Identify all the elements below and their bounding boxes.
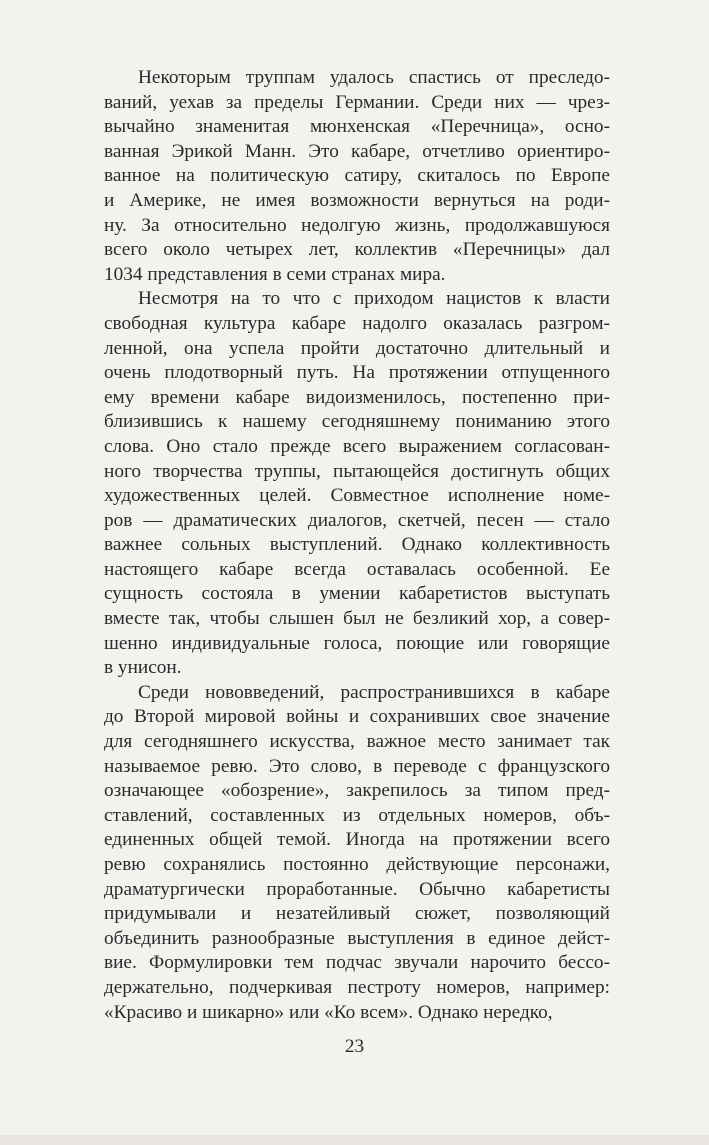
- paragraph: [104, 287, 610, 681]
- text-line: сущность состояла в умении кабаретистов выступать: [104, 583, 610, 605]
- text-line: означающее «обозрение», закрепилось за типом пред-: [104, 780, 610, 802]
- text-line: ленной, она успела пройти достаточно длительный и: [104, 337, 610, 359]
- text-line: ну. За относительно недолгую жизнь, продолжавшуюся: [104, 214, 610, 236]
- text-line: единенных общей темой. Иногда на протяжении всего: [104, 829, 610, 851]
- text-line: ванное на политическую сатиру, скиталось по Европе: [104, 165, 610, 187]
- text-line: настоящего кабаре всегда оставалась особенной. Ее: [104, 558, 610, 580]
- text-line: слова. Оно стало прежде всего выражением согласован-: [104, 435, 610, 457]
- page-edge: [0, 1135, 709, 1145]
- page-number: 23: [344, 1036, 365, 1057]
- text-line: вие. Формулировки тем подчас звучали нарочито бессо-: [104, 952, 610, 974]
- paragraph: [104, 681, 610, 1025]
- text-line: Некоторым труппам удалось спастись от преследо-: [138, 67, 610, 88]
- text-line: и Америке, не имея возможности вернуться на роди-: [104, 189, 610, 211]
- text-line: всего около четырех лет, коллектив «Перечницы» дал: [104, 239, 610, 261]
- text-line: называемое ревю. Это слово, в переводе с французского: [104, 755, 610, 777]
- text-line: вычайно знаменитая мюнхенская «Перечница», осно-: [104, 116, 610, 138]
- text-line: придумывали и незатейливый сюжет, позволяющий: [104, 903, 610, 925]
- text-line: ванная Эрикой Манн. Это кабаре, отчетливо ориентиро-: [104, 140, 610, 162]
- text-line: очень плодотворный путь. На протяжении отпущенного: [104, 362, 610, 384]
- text-line: Несмотря на то что с приходом нацистов к власти: [138, 288, 610, 310]
- text-line: художественных целей. Совместное исполнение номе-: [104, 485, 610, 507]
- text-line: до Второй мировой войны и сохранивших свое значение: [104, 706, 610, 728]
- text-line: объединить разнообразные выступления в единое дейст-: [104, 927, 610, 949]
- text-line: ставлений, составленных из отдельных номеров, объ-: [104, 804, 610, 826]
- text-line: ного творчества труппы, пытающейся достигнуть общих: [104, 460, 610, 482]
- text-line: ревю сохранялись постоянно действующие персонажи,: [104, 854, 610, 875]
- text-line: важнее сольных выступлений. Однако коллективность: [104, 534, 610, 556]
- text-line: шенно индивидуальные голоса, поющие или говорящие: [104, 632, 610, 654]
- text-line: ров — драматических диалогов, скетчей, песен — стало: [104, 509, 610, 531]
- paragraph: [104, 66, 610, 287]
- text-line: близившись к нашему сегодняшнему пониманию этого: [104, 411, 610, 433]
- body-text: [104, 66, 610, 1025]
- text-line: свободная культура кабаре надолго оказалась разгром-: [104, 312, 610, 334]
- text-line: Среди нововведений, распространившихся в кабаре: [138, 681, 610, 703]
- text-line: «Красиво и шикарно» или «Ко всем». Однако нередко,: [104, 1001, 553, 1023]
- text-line: для сегодняшнего искусства, важное место занимает так: [104, 731, 610, 753]
- text-line: ему времени кабаре видоизменилось, постепенно при-: [104, 386, 610, 408]
- text-line: в унисон.: [104, 657, 182, 679]
- text-line: держательно, подчеркивая пестроту номеров, например:: [104, 976, 610, 998]
- text-line: драматургически проработанные. Обычно кабаретисты: [104, 878, 610, 900]
- text-line: 1034 представления в семи странах мира.: [104, 263, 446, 285]
- text-line: ваний, уехав за пределы Германии. Среди них — чрез-: [104, 91, 610, 113]
- text-line: вместе так, чтобы слышен был не безликий хор, а совер-: [104, 608, 610, 630]
